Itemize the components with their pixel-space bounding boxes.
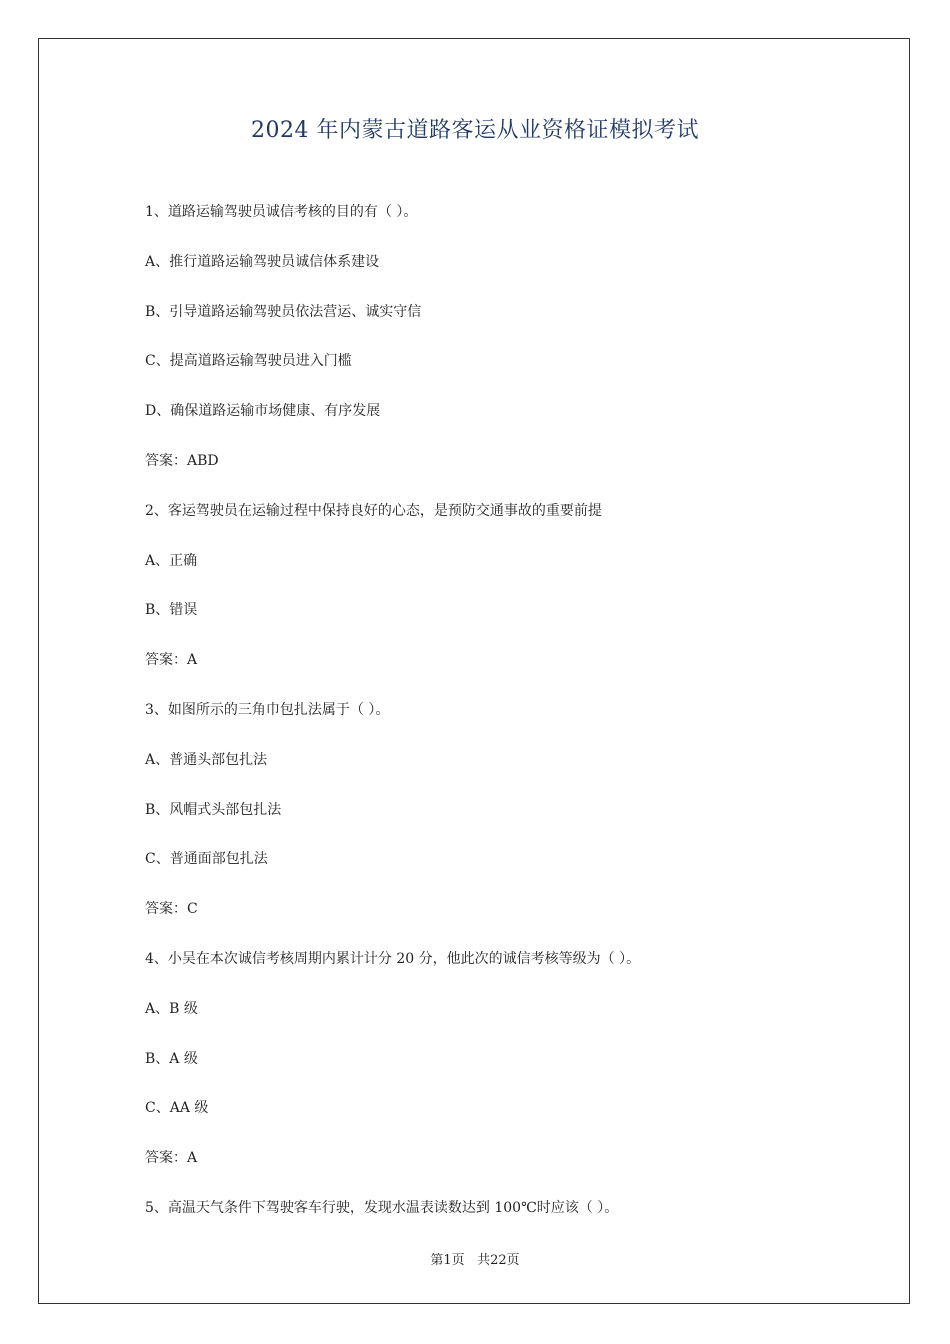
question-3-option-a: A、普通头部包扎法: [145, 751, 268, 768]
question-content: [145, 201, 845, 1247]
question-4-answer: 答案：A: [145, 1150, 198, 1167]
document-title: 2024 年内蒙古道路客运从业资格证模拟考试: [251, 118, 699, 143]
page-number: 第1页: [430, 1253, 465, 1268]
question-1-answer: 答案：ABD: [145, 452, 219, 469]
question-1-option-b: B、引导道路运输驾驶员依法营运、诚实守信: [145, 303, 422, 320]
page-total: 共22页: [477, 1253, 520, 1268]
question-3-option-b: B、风帽式头部包扎法: [145, 801, 282, 818]
question-2-answer: 答案：A: [145, 652, 198, 669]
question-3-option-c: C、普通面部包扎法: [145, 851, 268, 868]
question-4-text: 4、小吴在本次诚信考核周期内累计计分 20 分，他此次的诚信考核等级为（ ）。: [145, 950, 641, 967]
question-4-option-b: B、A 级: [145, 1050, 198, 1067]
question-1-option-a: A、推行道路运输驾驶员诚信体系建设: [145, 253, 380, 270]
question-1-text: 1、道路运输驾驶员诚信考核的目的有（ ）。: [145, 204, 418, 220]
question-4-option-a: A、B 级: [145, 1000, 198, 1017]
question-2-option-b: B、错误: [145, 602, 198, 619]
question-4-option-c: C、AA 级: [145, 1100, 209, 1117]
question-2-option-a: A、正确: [145, 552, 198, 569]
question-1-option-d: D、确保道路运输市场健康、有序发展: [145, 403, 381, 420]
page-footer: [0, 1249, 950, 1268]
question-2-text: 2、客运驾驶员在运输过程中保持良好的心态，是预防交通事故的重要前提: [145, 502, 602, 519]
question-5-text: 5、高温天气条件下驾驶客车行驶，发现水温表读数达到 100℃时应该（ ）。: [145, 1199, 619, 1216]
question-1-option-c: C、提高道路运输驾驶员进入门槛: [145, 353, 352, 370]
question-3-answer: 答案：C: [145, 901, 198, 918]
question-3-text: 3、如图所示的三角巾包扎法属于（ ）。: [145, 701, 390, 718]
